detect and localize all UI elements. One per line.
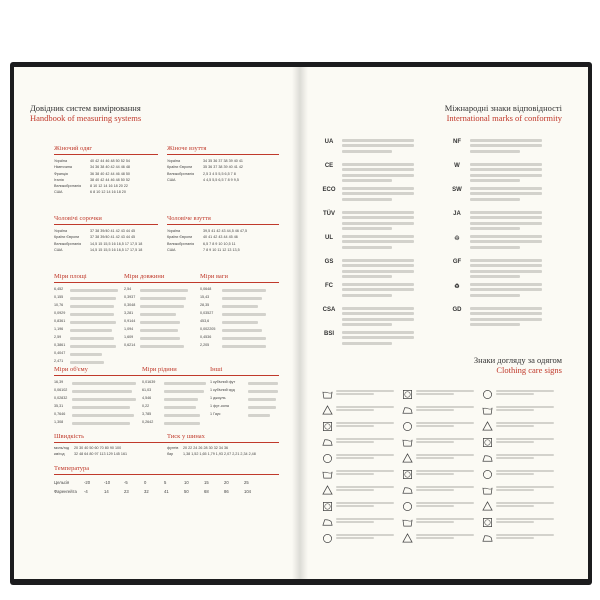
table-row: Україна 40 42 44 46 48 50 52 54 (54, 159, 130, 163)
care-label (416, 500, 476, 509)
table-row: 0,6214 (124, 342, 188, 350)
table-row: Україна 37 38 39/40 41 42 43 44 45 (54, 229, 136, 233)
table-row: 6,452 (54, 286, 118, 294)
plastic-recycling-icon: ♲ (454, 235, 460, 242)
care-label (496, 500, 556, 509)
table-row: 0,0929 (54, 310, 118, 318)
care-label (496, 468, 556, 477)
table-row: 2,59 (54, 334, 118, 342)
table-row: 0,0648 (200, 286, 266, 294)
mark-description (470, 280, 542, 299)
table-row: Великобританія 6,5 7 8 9 10 10,5 11 (167, 241, 236, 246)
gs-mark: GS (324, 259, 334, 265)
care-label (416, 532, 476, 541)
right-page-subtitle: International marks of conformity (446, 113, 562, 123)
table-row: 1 Гаус (210, 411, 278, 419)
care-circle-icon (482, 467, 493, 478)
right-page-title: Міжнародні знаки відповідності (444, 103, 562, 113)
care-iron-icon (482, 451, 493, 462)
care-tub-icon (402, 435, 413, 446)
divider (54, 282, 279, 283)
divider (54, 474, 279, 475)
weight-table (200, 286, 266, 350)
green-dot-icon: GD (452, 307, 462, 313)
care-label (416, 388, 476, 397)
mark-description (342, 256, 414, 281)
table-row: 10,76 (54, 302, 118, 310)
ul-mark: UL (325, 235, 333, 241)
area-title: Міри площі (54, 273, 87, 280)
table-row: 0,01639 (142, 379, 206, 387)
table-row: США 7 8 9 10 11 12 13 13,5 (167, 247, 240, 252)
care-label (496, 404, 556, 413)
table-row: США 4 4,5 5,5 6,5 7 8 9 9,5 (167, 177, 239, 182)
table-row: 1,308 (54, 419, 136, 427)
table-row: Великобританія 8 10 12 14 16 18 20 22 (54, 184, 128, 189)
table-row: 16,39 (54, 379, 136, 387)
table-row: 61,03 (142, 387, 206, 395)
care-tub-icon (482, 483, 493, 494)
care-label (496, 388, 556, 397)
care-label (336, 468, 396, 477)
table-row: Країни Європи 35 36 37 38 39 40 41 42 (167, 165, 243, 170)
mark-description (342, 136, 414, 155)
table-row: 3,785 (142, 411, 206, 419)
table-row: 0,7646 (54, 411, 136, 419)
table-row: 1 джоуль (210, 395, 278, 403)
mark-description (342, 304, 414, 329)
volume-title: Міри об'єму (54, 366, 88, 373)
care-label (416, 484, 476, 493)
table-row: 0,02832 (54, 395, 136, 403)
care-label (336, 436, 396, 445)
care-triangle-icon (402, 451, 413, 462)
weight-title: Міри ваги (200, 273, 228, 280)
table-row: 1 кубічний ярд (210, 387, 278, 395)
table-row: 1,609 (124, 334, 188, 342)
care-circle-icon (482, 387, 493, 398)
table-row: 3,281 (124, 310, 188, 318)
table-row: 1,094 (124, 326, 188, 334)
care-square-icon (322, 419, 333, 430)
care-subtitle: Clothing care signs (496, 365, 562, 375)
table-row: 0,4047 (54, 350, 118, 358)
mark-description (342, 208, 414, 233)
divider (167, 154, 279, 155)
care-circle-icon (402, 499, 413, 510)
mark-description (342, 328, 414, 347)
care-label (496, 516, 556, 525)
speed-title: Швидкість (54, 433, 85, 440)
temperature-title: Температура (54, 465, 90, 472)
care-tub-icon (482, 403, 493, 414)
table-row: 0,3048 (124, 302, 188, 310)
care-tub-icon (402, 515, 413, 526)
mark-description (342, 184, 414, 203)
mark-description (470, 304, 542, 329)
mark-description (470, 136, 542, 155)
womens-shoes-title: Жіноче взуття (167, 145, 207, 152)
care-label (496, 436, 556, 445)
mark-description (470, 208, 542, 233)
table-row: 0,002205 (200, 326, 266, 334)
care-label (416, 436, 476, 445)
care-square-icon (322, 499, 333, 510)
right-page (300, 67, 588, 579)
care-square-icon (482, 435, 493, 446)
table-row: Франція 36 38 40 42 44 46 48 50 (54, 171, 130, 176)
csa-mark: CSA (322, 307, 336, 313)
table-row: Україна 39,5 41 42 43 44,5 46 47,5 (167, 229, 248, 233)
mens-shirts-table (54, 228, 142, 253)
table-row: 0,4536 (200, 334, 266, 342)
table-row: 2,205 (200, 342, 266, 350)
ja-mark: JA (453, 211, 461, 217)
book-gutter (292, 67, 308, 579)
table-row: 28,35 (200, 302, 266, 310)
table-row: США 6 8 10 12 14 16 18 20 (54, 190, 126, 195)
divider (167, 224, 279, 225)
nf-mark: NF (453, 139, 461, 145)
tuv-mark: TÜV (323, 211, 335, 217)
length-table (124, 286, 188, 350)
care-square-icon (482, 515, 493, 526)
table-row: 453,6 (200, 318, 266, 326)
womens-clothing-title: Жіночий одяг (54, 145, 93, 152)
table-row: 0,9144 (124, 318, 188, 326)
care-iron-icon (482, 531, 493, 542)
area-table (54, 286, 118, 366)
divider (54, 154, 158, 155)
table-row: Німеччина 34 36 38 40 42 44 46 48 (54, 165, 130, 170)
womens-clothing-table (54, 158, 130, 196)
care-label (496, 452, 556, 461)
table-row: 0,155 (54, 294, 118, 302)
table-row: 0,03527 (200, 310, 266, 318)
care-triangle-icon (482, 499, 493, 510)
nordic-swan-mark: SW (452, 187, 462, 193)
mark-description (470, 160, 542, 185)
care-iron-icon (402, 483, 413, 494)
table-row: Фаренгейта -4 14 23 32 41 50 68 86 104 (54, 489, 251, 495)
eco-mark: ECO (322, 187, 336, 193)
left-page-title: Довідник систем вимірювання (30, 103, 141, 113)
care-label (416, 516, 476, 525)
table-row: 0,22 (142, 403, 206, 411)
care-label (336, 484, 396, 493)
table-row: Україна 34 35 36 37 38 39 40 41 (167, 159, 243, 163)
divider (54, 224, 158, 225)
woolmark-icon: W (454, 163, 460, 169)
table-row: Великобританія 14,5 15 15,5 16 16,5 17 17,5 18 (54, 241, 143, 246)
table-row: 0,06102 (54, 387, 136, 395)
bsi-mark: BSI (323, 331, 334, 337)
care-label (336, 500, 396, 509)
volume-table (54, 379, 136, 427)
care-triangle-icon (482, 419, 493, 430)
glass-fork-icon: GF (452, 259, 462, 265)
table-row: 2,54 (124, 286, 188, 294)
care-label (416, 404, 476, 413)
recycling-arrows-icon: ♻ (454, 283, 460, 290)
care-label (496, 420, 556, 429)
mark-description (470, 184, 542, 203)
care-title: Знаки догляду за одягом (473, 355, 562, 365)
table-row: 35,31 (54, 403, 136, 411)
mens-shoes-table (167, 228, 247, 253)
other-table (210, 379, 278, 419)
table-row: бар 1,38 1,52 1,65 1,79 1,93 2,07 2,21 2,34 2,48 (167, 452, 256, 457)
care-label (416, 420, 476, 429)
table-row: Країни Європи 37 38 39/40 41 42 43 44 45 (54, 235, 136, 240)
table-row: миль/год 20 30 40 50 60 70 80 90 100 (54, 446, 122, 450)
length-title: Міри довжини (124, 273, 165, 280)
mark-description (342, 232, 414, 251)
care-label (336, 420, 396, 429)
care-square-icon (402, 467, 413, 478)
care-circle-icon (322, 451, 333, 462)
left-page (14, 67, 300, 579)
table-row: км/год 32 48 64 80 97 113 129 145 161 (54, 452, 128, 457)
table-row: 0,8361 (54, 318, 118, 326)
table-row: 0,2642 (142, 419, 206, 427)
mens-shirts-title: Чоловічі сорочки (54, 215, 102, 222)
speed-table (54, 445, 127, 458)
mark-description (470, 232, 542, 251)
fcc-mark: FC (325, 283, 333, 289)
womens-shoes-table (167, 158, 243, 183)
table-row: фунтів 20 22 24 26 28 30 32 34 36 (167, 446, 229, 450)
care-iron-icon (402, 403, 413, 414)
care-circle-icon (402, 419, 413, 430)
care-label (416, 452, 476, 461)
divider (54, 375, 279, 376)
mark-description (342, 160, 414, 185)
mark-description (470, 256, 542, 281)
table-row: 1 фут-сила (210, 403, 278, 411)
table-row: США 14,5 15 15,5 16 16,5 17 17,5 18 (54, 247, 143, 252)
care-label (336, 452, 396, 461)
left-page-subtitle: Handbook of measuring systems (30, 113, 142, 123)
care-label (336, 388, 396, 397)
care-label (336, 404, 396, 413)
care-label (496, 484, 556, 493)
table-row: 0,3861 (54, 342, 118, 350)
mark-description (342, 280, 414, 299)
table-row: 15,43 (200, 294, 266, 302)
table-row: Італія 38 40 42 44 46 48 50 52 (54, 177, 130, 182)
care-label (496, 532, 556, 541)
care-tub-icon (322, 467, 333, 478)
ce-mark: CE (324, 163, 334, 169)
pressure-table (167, 445, 256, 458)
table-row: 2,471 (54, 358, 118, 366)
care-tub-icon (322, 387, 333, 398)
care-square-icon (402, 387, 413, 398)
table-row: 1,196 (54, 326, 118, 334)
care-iron-icon (322, 515, 333, 526)
table-row: Країни Європи 40 41 42 43 44 45 46 (167, 235, 238, 240)
capacity-table (142, 379, 206, 427)
table-row: 0,3937 (124, 294, 188, 302)
care-triangle-icon (402, 531, 413, 542)
care-iron-icon (322, 435, 333, 446)
table-row: Цельсія -20 -10 -5 0 5 10 15 20 25 (54, 480, 249, 485)
care-label (336, 516, 396, 525)
pressure-title: Тиск у шинах (167, 433, 205, 440)
table-row: Великобританія 2,5 3 4 5 5,5 6,5 7 8 (167, 171, 236, 176)
mens-shoes-title: Чоловіче взуття (167, 215, 211, 222)
temperature-table (54, 478, 264, 496)
care-label (336, 532, 396, 541)
table-row: 4,546 (142, 395, 206, 403)
other-title: Інші (210, 366, 223, 373)
care-circle-icon (322, 531, 333, 542)
care-triangle-icon (322, 483, 333, 494)
capacity-title: Міри рідини (142, 366, 177, 373)
care-triangle-icon (322, 403, 333, 414)
ukraine-conformity-mark: UA (324, 139, 334, 145)
table-row: 1 кубічний фут (210, 379, 278, 387)
care-label (416, 468, 476, 477)
divider (54, 442, 279, 443)
